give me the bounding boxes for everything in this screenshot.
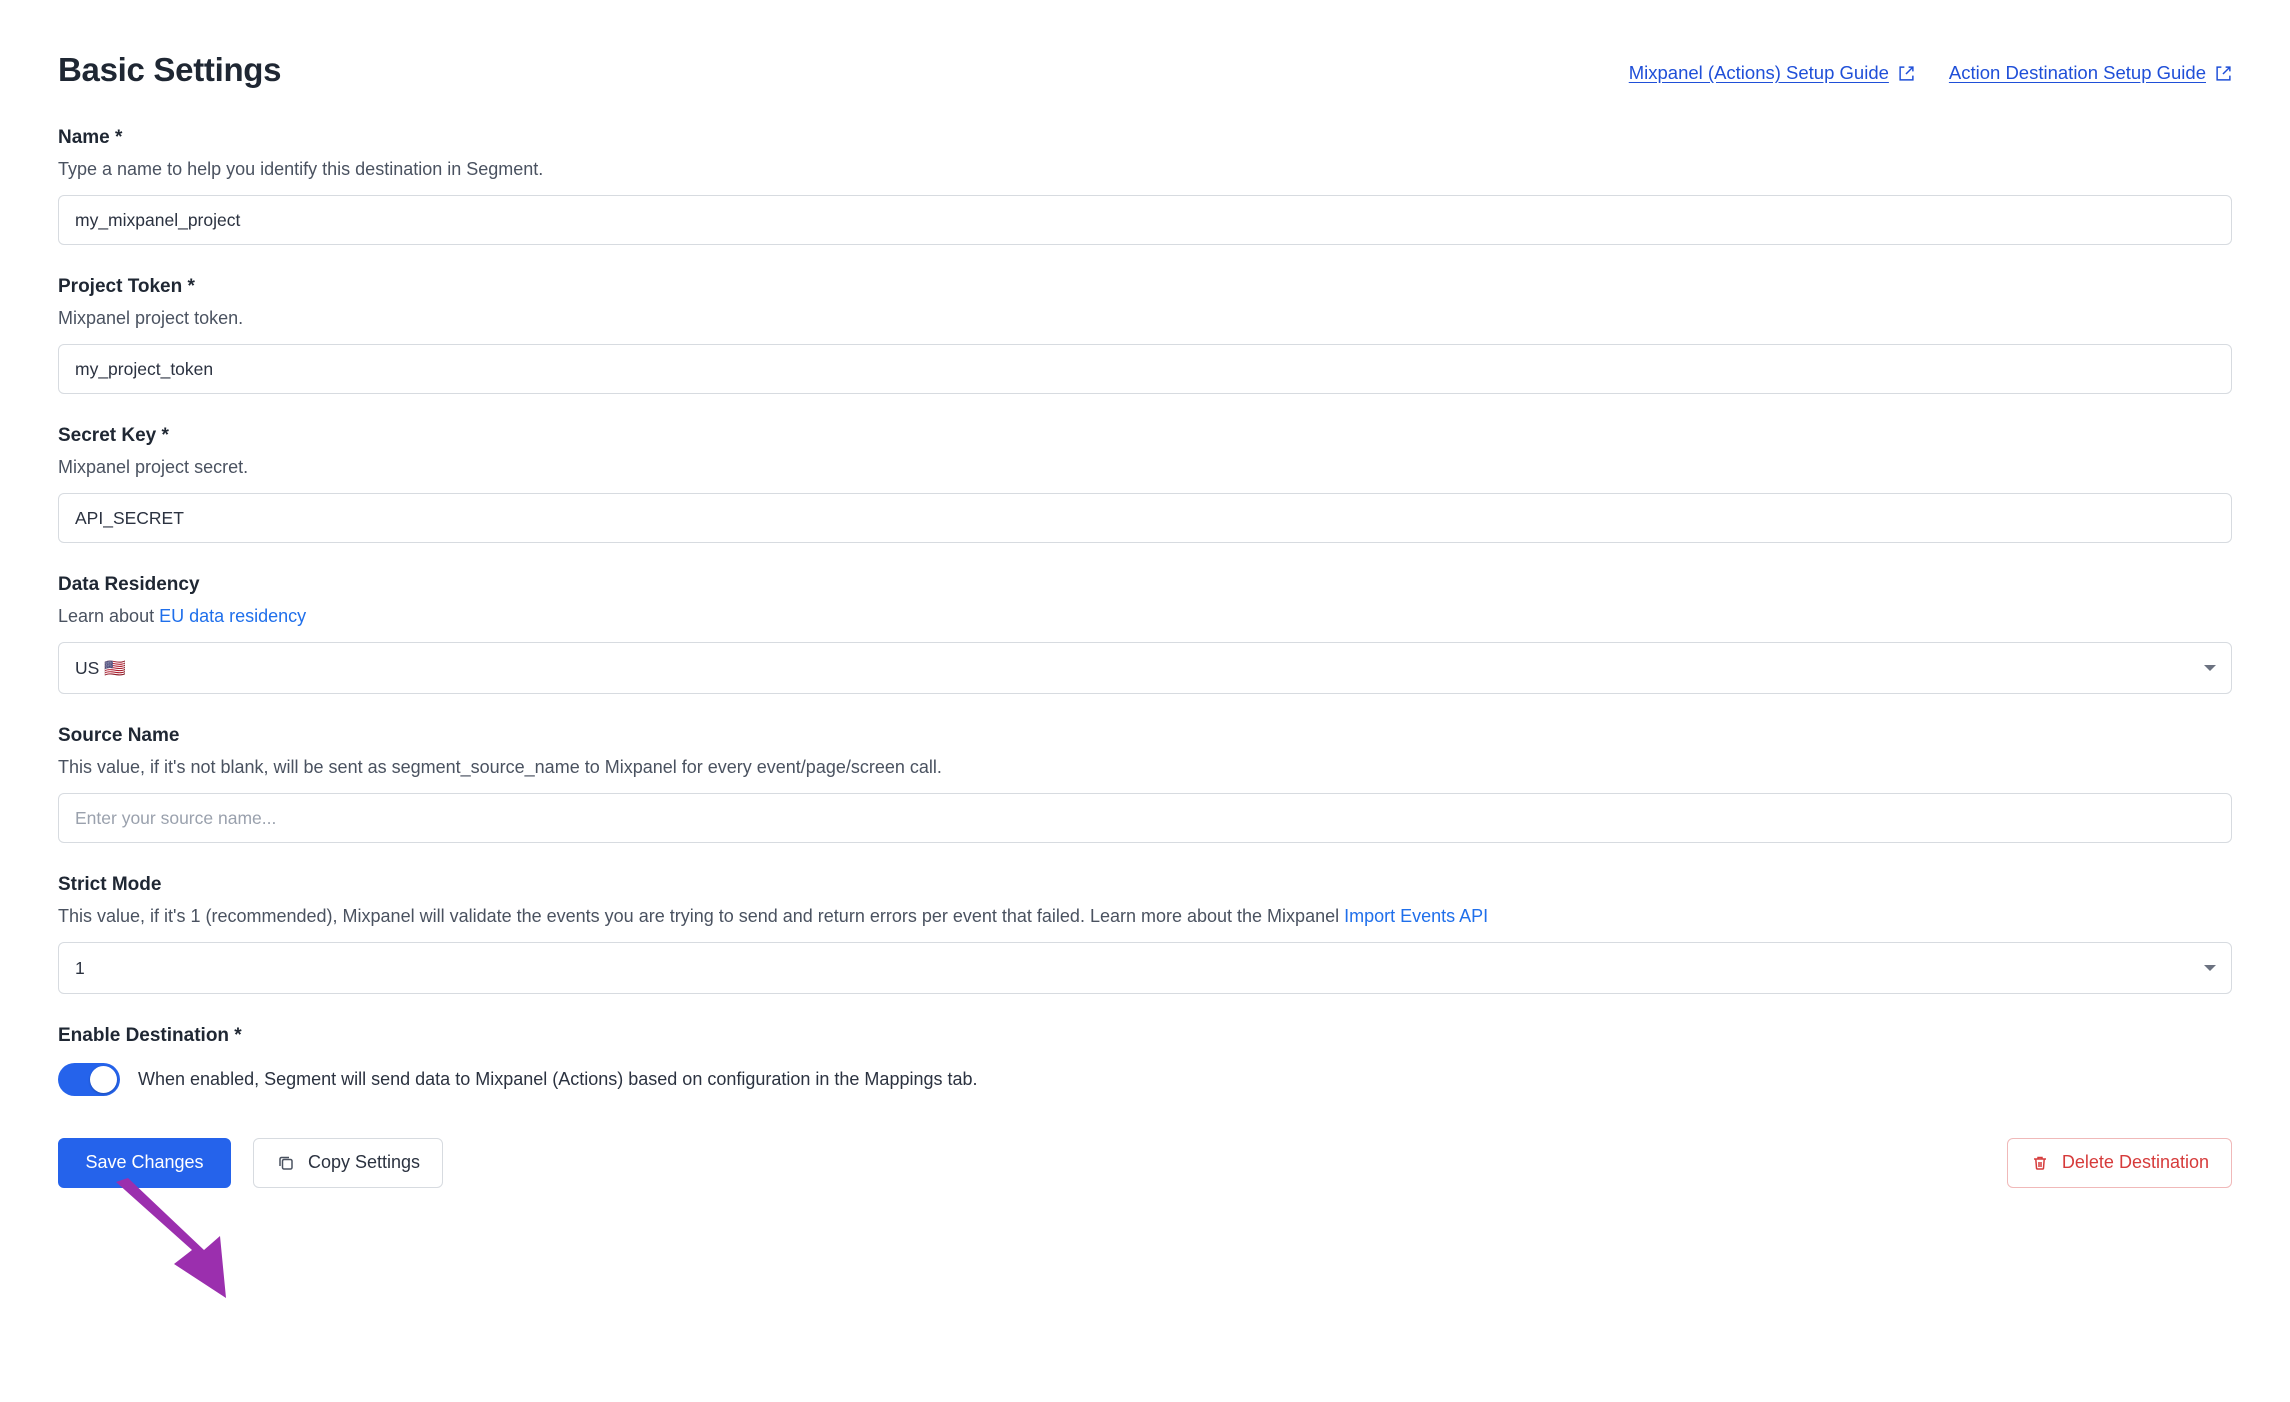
action-bar: [58, 1138, 2232, 1188]
delete-destination-label: Delete Destination: [2061, 1152, 2209, 1173]
external-link-icon: [1898, 65, 1915, 82]
source-name-input[interactable]: [58, 793, 2232, 843]
enable-destination-toggle[interactable]: [58, 1063, 120, 1096]
mixpanel-setup-guide-label: Mixpanel (Actions) Setup Guide: [1628, 62, 1889, 83]
delete-destination-button[interactable]: [2007, 1138, 2232, 1188]
name-description: Type a name to help you identify this destination in Segment.: [58, 158, 544, 179]
page-title: Basic Settings: [58, 51, 282, 88]
strict-mode-select[interactable]: [58, 942, 2232, 994]
secret-key-input[interactable]: [58, 493, 2232, 543]
strict-mode-description: [58, 904, 2232, 928]
copy-settings-button[interactable]: [253, 1138, 443, 1188]
project-token-label: Project Token *: [58, 276, 195, 298]
field-secret-key: [58, 424, 2232, 543]
enable-destination-help-text: When enabled, Segment will send data to Mixpanel (Actions) based on configuration in the Mappings tab.: [138, 1068, 978, 1089]
project-token-input[interactable]: [58, 344, 2232, 394]
name-input[interactable]: [58, 195, 2232, 245]
enable-destination-row: [58, 1063, 2232, 1096]
data-residency-description-prefix: Learn about: [58, 605, 160, 626]
strict-mode-label: Strict Mode: [58, 874, 162, 896]
action-destination-setup-guide-label: Action Destination Setup Guide: [1948, 62, 2206, 83]
action-destination-setup-guide-link[interactable]: [1949, 62, 2232, 84]
field-source-name: [58, 724, 2232, 843]
name-label: Name *: [58, 127, 123, 149]
header-links: [1629, 52, 2232, 84]
field-strict-mode: [58, 873, 2232, 994]
data-residency-value: US 🇺🇸: [75, 657, 126, 678]
mixpanel-setup-guide-link[interactable]: [1629, 62, 1915, 84]
data-residency-description: [58, 604, 2232, 628]
page-header: [58, 52, 2232, 88]
data-residency-label: Data Residency: [58, 574, 200, 596]
copy-icon: [276, 1153, 296, 1173]
data-residency-select[interactable]: [58, 642, 2232, 694]
field-project-token: [58, 275, 2232, 394]
external-link-icon: [2215, 65, 2232, 82]
strict-mode-description-prefix: This value, if it's 1 (recommended), Mixpanel will validate the events you are trying to send and return errors per event that failed. Learn more about the Mixpanel: [58, 905, 1345, 926]
enable-destination-label: Enable Destination *: [58, 1025, 242, 1047]
eu-data-residency-link[interactable]: EU data residency: [159, 605, 307, 626]
field-name: [58, 126, 2232, 245]
strict-mode-value: 1: [75, 957, 85, 978]
source-name-label: Source Name: [58, 725, 180, 747]
data-residency-select-wrap: [58, 642, 2232, 694]
toggle-knob: [90, 1066, 117, 1093]
secret-key-description: Mixpanel project secret.: [58, 456, 249, 477]
annotation-arrow: [108, 1178, 328, 1308]
project-token-description: Mixpanel project token.: [58, 307, 244, 328]
strict-mode-select-wrap: [58, 942, 2232, 994]
field-enable-destination: [58, 1024, 2232, 1096]
secret-key-label: Secret Key *: [58, 425, 169, 447]
source-name-description: This value, if it's not blank, will be sent as segment_source_name to Mixpanel for every event/page/screen call.: [58, 756, 942, 777]
import-events-api-link[interactable]: Import Events API: [1344, 905, 1489, 926]
field-data-residency: [58, 573, 2232, 694]
save-changes-button[interactable]: Save Changes: [58, 1138, 231, 1188]
copy-settings-label: Copy Settings: [308, 1152, 421, 1173]
trash-icon: [2030, 1153, 2050, 1173]
